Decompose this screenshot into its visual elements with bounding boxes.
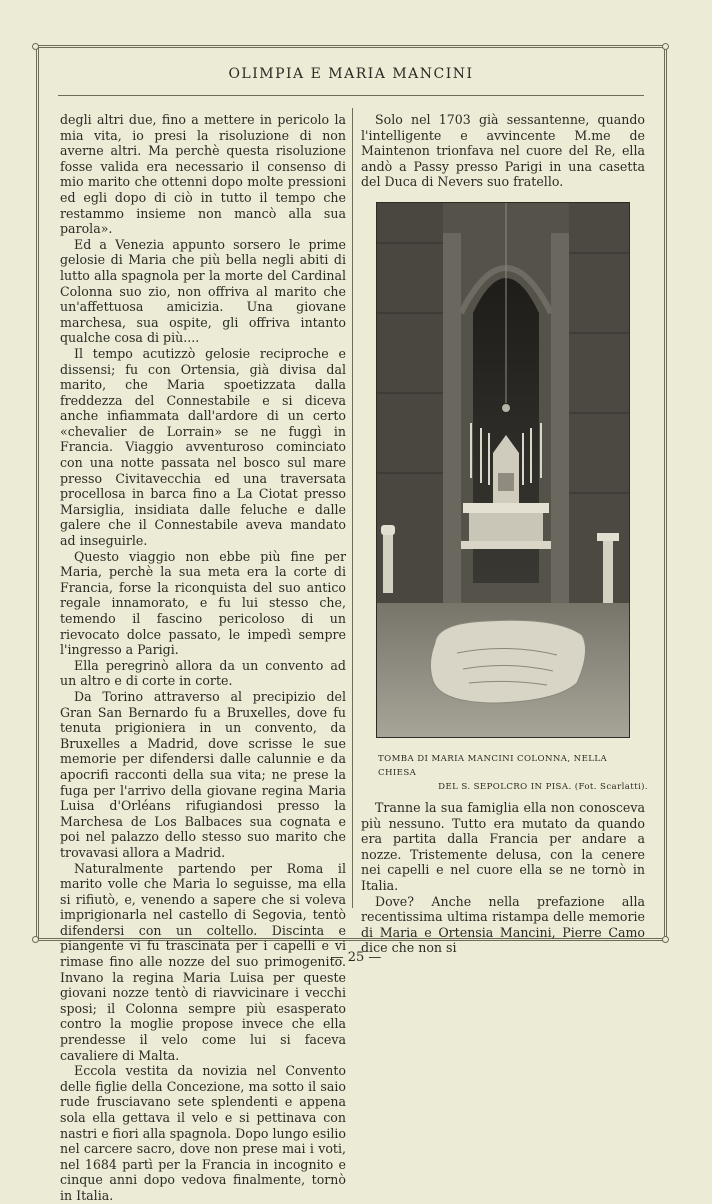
tomb-photograph-drawing xyxy=(377,203,629,737)
frame-corner-ornament xyxy=(32,43,39,50)
frame-corner-ornament xyxy=(32,936,39,943)
frame-right-rule xyxy=(664,47,667,939)
right-column-top xyxy=(361,112,645,190)
running-head: OLIMPIA E MARIA MANCINI xyxy=(228,66,474,82)
paragraph: Ella peregrinò allora da un convento ad un altro e di corte in corte. xyxy=(60,657,346,689)
frame-corner-ornament xyxy=(662,936,669,943)
paragraph: degli altri due, fino a mettere in pericolo la mia vita, io presi la risoluzione di non averne altri. Ma perchè questa risoluzione fosse valida era necessario il consenso di mio marito che ottenni dopo molte pressioni ed egli dopo di ciò in tutto il tempo che restammo insieme non mancò alla sua parola». xyxy=(60,112,346,237)
paragraph: Questo viaggio non ebbe più fine per Maria, perchè la sua meta era la corte di Francia, forse la riconquista del suo antico regale innamorato, e fu lui stesso che, temendo il fascino pericoloso di un rievocato dolce passato, le impedì sempre l'ingresso a Parigi. xyxy=(60,548,346,658)
column-divider xyxy=(352,108,353,908)
paragraph: Dove? Anche nella prefazione alla recentissima ultima ristampa delle memorie di Maria e Ortensia Mancini, Pierre Camo dice che non si xyxy=(361,893,645,956)
paragraph: Ed a Venezia appunto sorsero le prime gelosie di Maria che più bella negli abiti di lutto alla spagnola per la morte del Cardinal Colonna suo zio, non offriva al marito che un'affettuosa amicizia. Una giovane marchesa, sua ospite, gli offriva intanto qualche cosa di più.... xyxy=(60,236,346,346)
paragraph: Da Torino attraverso al precipizio del Gran San Bernardo fu a Bruxelles, dove fu tenuta prigioniera in un convento, da Bruxelles a Madrid, dove scrisse le sue memorie per difendersi dalle calunnie e da apocrifi racconti della sua vita; ne prese la fuga per l'arrivo della giovane regina Maria Luisa d'Orléans rifugiandosi presso la Marchesa de Los Balbaces sua cognata e poi nel palazzo dello stesso suo marito che trovavasi allora a Madrid. xyxy=(60,688,346,860)
frame-left-rule xyxy=(36,47,39,939)
page-number: — 25 — xyxy=(330,950,382,965)
frame-corner-ornament xyxy=(662,43,669,50)
photo-caption-line: TOMBA DI MARIA MANCINI COLONNA, NELLA CHIESA xyxy=(378,754,608,778)
photo-caption xyxy=(370,752,648,794)
left-column xyxy=(60,112,346,1204)
paragraph: Tranne la sua famiglia ella non conosceva più nessuno. Tutto era mutato da quando era partita dalla Francia per andare a nozze. Tristemente delusa, con la cenere nei capelli e nel cuore ella se ne tornò in Italia. xyxy=(361,800,645,893)
photo-caption-line: DEL S. SEPOLCRO IN PISA. (Fot. Scarlatti). xyxy=(438,782,648,792)
paragraph: Solo nel 1703 già sessantenne, quando l'intelligente e avvincente M.me de Maintenon trionfava nel cuore del Re, ella andò a Passy presso Parigi in una casetta del Duca di Nevers suo fratello. xyxy=(361,112,645,190)
paragraph: Eccola vestita da novizia nel Convento delle figlie della Concezione, ma sotto il saio rude frusciavano sete splendenti e appena sola ella gettava il velo e si pettinava con nastri e fiori alla spagnola. Dopo lungo esilio nel carcere sacro, dove non prese mai i voti, nel 1684 partì per la Francia in incognito e cinque anni dopo vedova finalmente, tornò in Italia. xyxy=(60,1063,346,1203)
header-rule xyxy=(58,95,644,96)
paragraph: Naturalmente partendo per Roma il marito volle che Maria lo seguisse, ma ella si rifiutò, e, venendo a sapere che si voleva imprigionarla nel castello di Segovia, tentò difendersi con un coltello. Discinta e piangente vi fu trascinata per i capelli e vi rimase fino alle nozze del suo primogenito. Invano la regina Maria Luisa per queste giovani nozze tentò di riavvicinare i vecchi sposi; il Colonna sempre più esasperato contro la moglie propose invece che ella prendesse il velo come lui si faceva cavaliere di Malta. xyxy=(60,860,346,1063)
right-column-bottom xyxy=(361,800,645,956)
frame-top-rule xyxy=(36,45,668,48)
paragraph: Il tempo acutizzò gelosie reciproche e dissensi; fu con Ortensia, già divisa dal marito, che Maria spoetizzata dalla freddezza del Connestabile e si diceva anche infiammata dall'ardore di un certo «chevalier de Lorrain» se ne fuggì in Francia. Viaggio avventuroso cominciato con una notte passata nel bosco sul mare presso Civitavecchia ed una traversata procellosa in barca fino a La Ciotat presso Marsiglia, insidiata dalle feluche e dalle galere che il Connestabile aveva mandato ad inseguirle. xyxy=(60,345,346,549)
tomb-photograph xyxy=(376,202,630,738)
